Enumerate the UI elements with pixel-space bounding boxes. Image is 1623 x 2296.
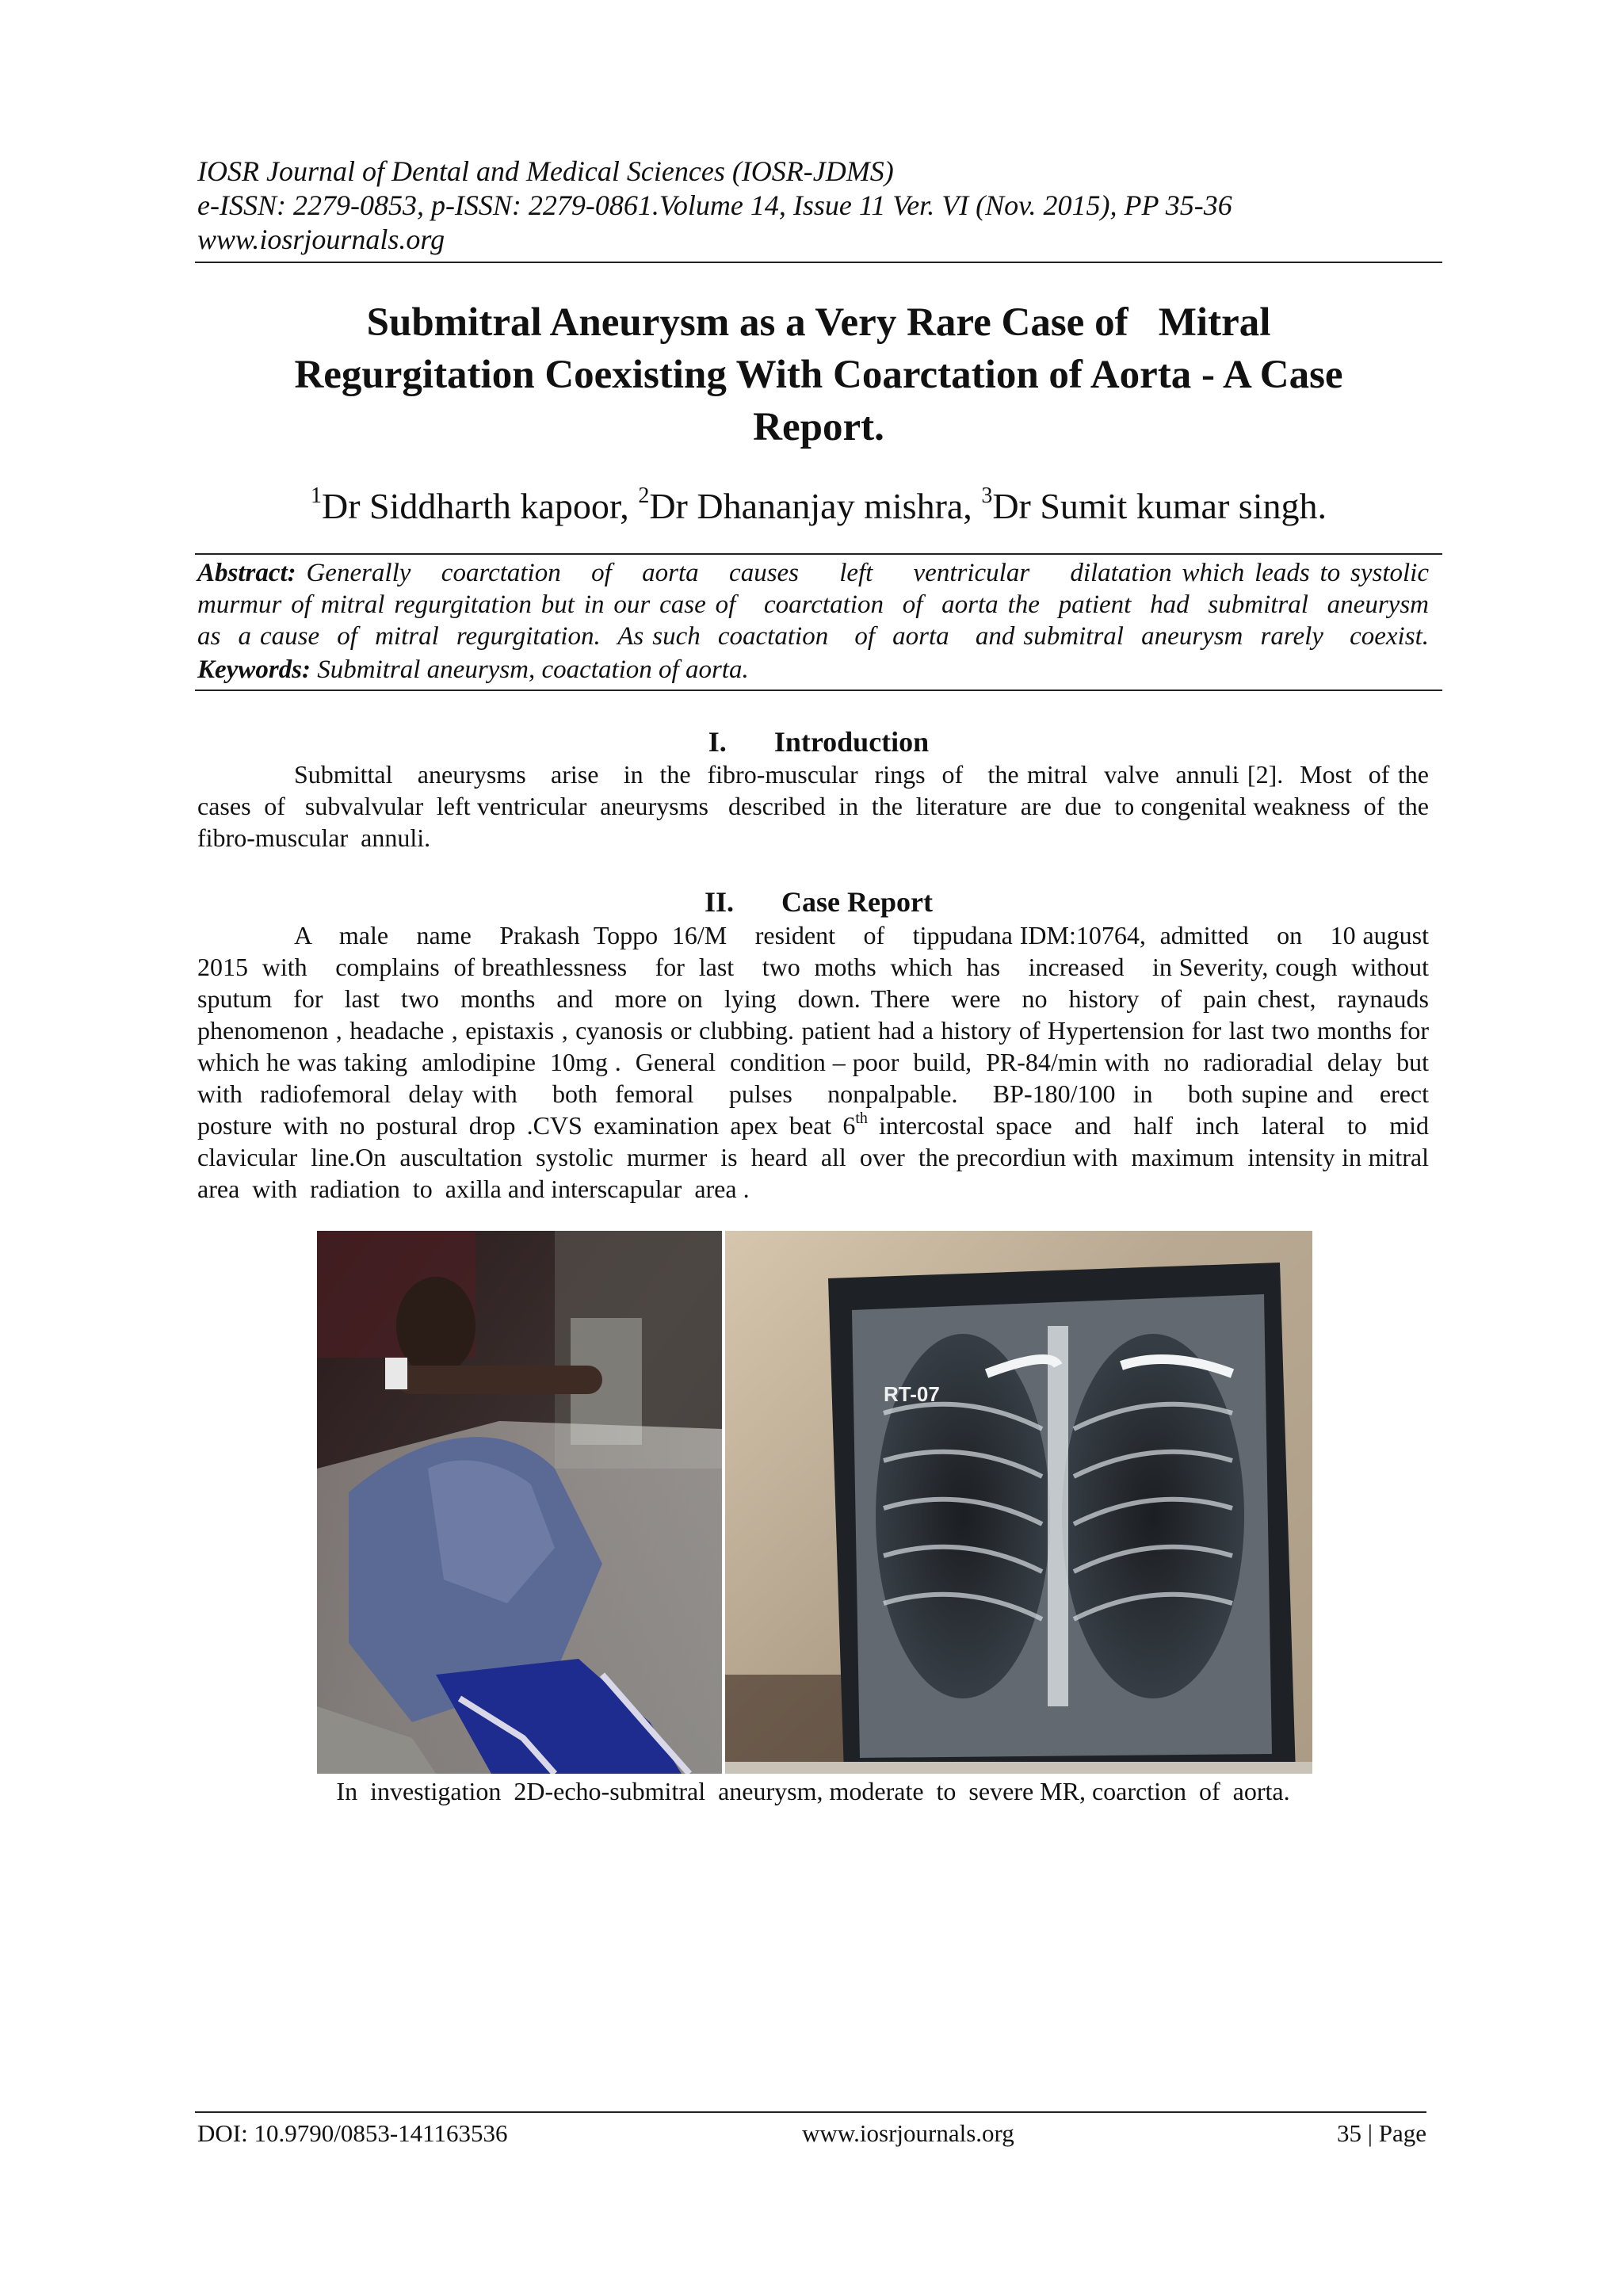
xray-marker-label: RT-07 (884, 1382, 940, 1406)
author-2-name: Dr Dhananjay mishra, (649, 486, 972, 526)
footer-rule (195, 2111, 1426, 2113)
section-case-number: II. (705, 886, 735, 918)
abstract-line-2: murmur of mitral regurgitation but in our case of coarctation of aorta the patient had submitral aneurysm (197, 590, 1429, 619)
section-intro-heading (195, 724, 1442, 759)
keywords-text: Submitral aneurysm, coactation of aorta. (311, 655, 749, 684)
abstract-line-1 (197, 557, 1429, 589)
author-3-name: Dr Sumit kumar singh. (992, 486, 1327, 526)
ordinal-superscript: th (855, 1110, 868, 1127)
abstract (197, 557, 1429, 652)
patient-photo (317, 1231, 722, 1774)
keywords-label: Keywords: (197, 655, 311, 684)
title-line-1: Submitral Aneurysm as a Very Rare Case of Mitral (366, 300, 1271, 345)
abstract-top-rule (195, 553, 1442, 555)
footer-page-number: 35 | Page (1337, 2119, 1426, 2147)
abstract-label: Abstract: (197, 559, 296, 587)
intro-paragraph (197, 758, 1442, 854)
case-text-part-2: intercostal space and half inch lateral to mid clavicular line.On auscultation systolic murmer is heard all over the precordiun with maximum intensity in mitral area with radiation to axilla and interscapular area . (197, 1111, 1442, 1203)
title-line-3: Report. (753, 405, 884, 449)
title-line-2: Regurgitation Coexisting With Coarctation of Aorta - A Case (294, 353, 1343, 397)
author-list (195, 472, 1442, 530)
keywords (197, 654, 1429, 686)
section-case-heading (195, 884, 1442, 919)
issn-line: e-ISSN: 2279-0853, p-ISSN: 2279-0861.Volume 14, Issue 11 Ver. VI (Nov. 2015), PP 35-36 (197, 189, 1232, 221)
journal-name: IOSR Journal of Dental and Medical Sciences (IOSR-JDMS) (197, 155, 894, 187)
case-text-part-1: A male name Prakash Toppo 16/M resident of tippudana IDM:10764, admitted on 10 august 2015 with complains of breathlessness for last two moths which has increased in Severity, cough without sputum for last two months and more on lying down. There were no history of pain chest, raynauds phenomenon , headache , epistaxis , cyanosis or clubbing. patient had a history of Hypertension for last two months for which he was taking amlodipine 10mg . General condition – poor build, PR-84/min with no radioradial delay but with radiofemoral delay with both femoral pulses nonpalpable. BP-180/100 in both supine and erect posture with no postural drop .CVS examination apex beat 6 (197, 921, 1448, 1140)
author-2-affiliation: 2 (638, 483, 650, 508)
author-1-name: Dr Siddharth kapoor, (322, 486, 629, 526)
footer-website: www.iosrjournals.org (802, 2119, 1014, 2147)
intro-text: Submittal aneurysms arise in the fibro-muscular rings of the mitral valve annuli [2]. Most of the cases of subvalvular left ventricular aneurysms described in the literature are due to congenital weakness of the fibro-muscular annuli. (197, 760, 1442, 852)
case-paragraph (197, 919, 1448, 1205)
author-1-affiliation: 1 (311, 483, 322, 508)
section-intro-title: Introduction (773, 726, 930, 758)
article-title (195, 296, 1442, 453)
author-3-affiliation: 3 (981, 483, 993, 508)
abstract-line-1-text: Generally coarctation of aorta causes left ventricular dilatation which leads to systolic (296, 559, 1429, 587)
chest-xray-photo (725, 1231, 1312, 1774)
section-case-title: Case Report (781, 886, 933, 918)
header-website: www.iosrjournals.org (197, 223, 445, 255)
figure-caption (197, 1775, 1429, 1807)
section-intro-number: I. (708, 726, 727, 758)
header-rule (195, 262, 1442, 263)
footer-doi: DOI: 10.9790/0853-141163536 (197, 2119, 508, 2147)
figure-caption-text: In investigation 2D-echo-submitral aneurysm, moderate to severe MR, coarction of aorta. (336, 1777, 1290, 1805)
abstract-bottom-rule (195, 690, 1442, 691)
patient-photo-graphic (317, 1231, 722, 1774)
chest-xray-graphic (725, 1231, 1312, 1774)
abstract-line-3: as a cause of mitral regurgitation. As such coactation of aorta and submitral aneurysm rarely coexist. (197, 622, 1429, 651)
